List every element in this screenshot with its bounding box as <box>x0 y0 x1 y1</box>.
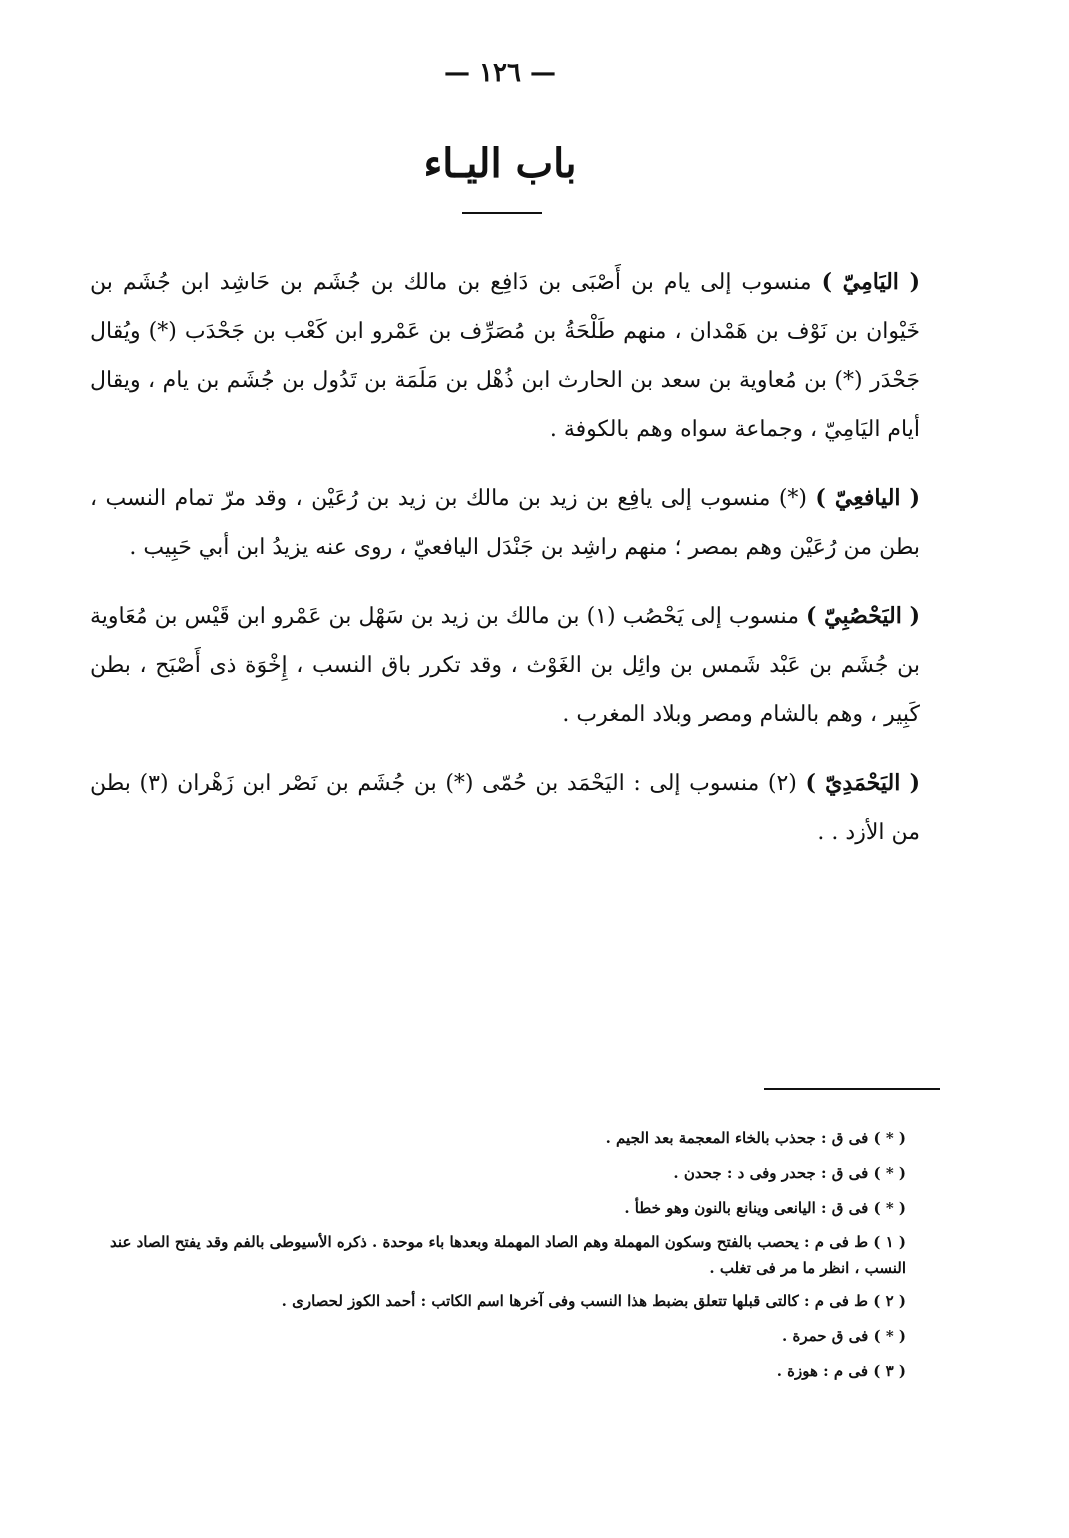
entry-yafii <box>90 474 920 572</box>
entry-yami <box>90 258 920 454</box>
footnote: ( * ) فى ق : جحدر وفى د : جحدن . <box>673 1164 906 1182</box>
footnote: ( ١ ) ط فى م : يحصب بالفتح وسكون المهملة وهم الصاد المهملة وبعدها باء موحدة . ذكره الأسيوطى بالفم وقد يفتح الصاد عند النسب ، انظر ما مر فى تغلب . <box>110 1233 906 1277</box>
entry-text: منسوب إلى يَحْصُب (١) بن مالك بن زيد بن سَهْل بن عَمْرو ابن قَيْس بن مُعَاوية بن جُشَم بن عَبْد شَمس بن وائِل بن الغَوْث ، وقد تكرر باق النسب ، إِخْوَة ذى أَصْبَح ، بطن كَبِير ، وهم بالشام ومصر وبلاد المغرب . <box>90 604 920 727</box>
entry-text: (٢) منسوب إلى : اليَحْمَد بن حُمّى (*) بن جُشَم بن نَصْر ابن زَهْران (٣) بطن من الأزد . . <box>90 771 920 845</box>
footnote: ( * ) فى ق : اليانعى وينانع بالنون وهو خطأ . <box>624 1199 906 1217</box>
entry-heading: ( اليَحْصُبِيّ ) <box>806 603 920 629</box>
entry-text: (*) منسوب إلى يافِع بن زيد بن مالك بن زيد بن رُعَيْن ، وقد مرّ تمام النسب ، بطن من رُعَيْن وهم بمصر ؛ منهم راشِد بن جَنْدَل اليافعيّ ، روى عنه يزيدُ ابن أبي حَبِيب . <box>90 486 920 560</box>
entry-heading: ( اليافعِيّ ) <box>815 485 920 511</box>
entry-yahmadi <box>90 759 920 857</box>
footnotes <box>92 1118 906 1392</box>
entry-heading: ( اليَحْمَدِيّ ) <box>805 770 921 796</box>
footnote: ( ٣ ) فى م : هوزة . <box>776 1362 906 1380</box>
footnote-divider <box>764 1088 940 1090</box>
footnote: ( ٢ ) ط فى م : كالتى قبلها تتعلق بضبط هذا النسب وفى آخرها اسم الكاتب : أحمد الكوز لحصارى . <box>281 1292 906 1310</box>
entry-text: منسوب إلى يام بن أَصْبَى بن دَافِع بن مالك بن جُشَم بن حَاشِد ابن جُشَم بن خَيْوان بن نَوْف بن هَمْدان ، منهم طَلْحَةُ بن مُصَرِّف بن عَمْرو ابن كَعْب بن جَحْدَب (*) ويُقال جَحْدَر (*) بن مُعاوية بن سعد بن الحارث ابن ذُهْل بن مَلَمَة بن تَدُول بن جُشَم بن يام ، ويقال أيام اليَامِيّ ، وجماعة سواه وهم بالكوفة . <box>90 270 920 442</box>
main-text <box>90 258 920 877</box>
entry-yahsubi <box>90 592 920 739</box>
footnote: ( * ) فى ق : جحذب بالخاء المعجمة بعد الجيم . <box>605 1129 906 1147</box>
chapter-title: باب اليـاء <box>423 140 577 187</box>
page-number: — ١٢٦ — <box>443 58 557 88</box>
footnote: ( * ) فى ق حمرة . <box>782 1327 906 1345</box>
title-divider <box>462 212 542 214</box>
entry-heading: ( اليَامِيّ ) <box>821 269 920 295</box>
